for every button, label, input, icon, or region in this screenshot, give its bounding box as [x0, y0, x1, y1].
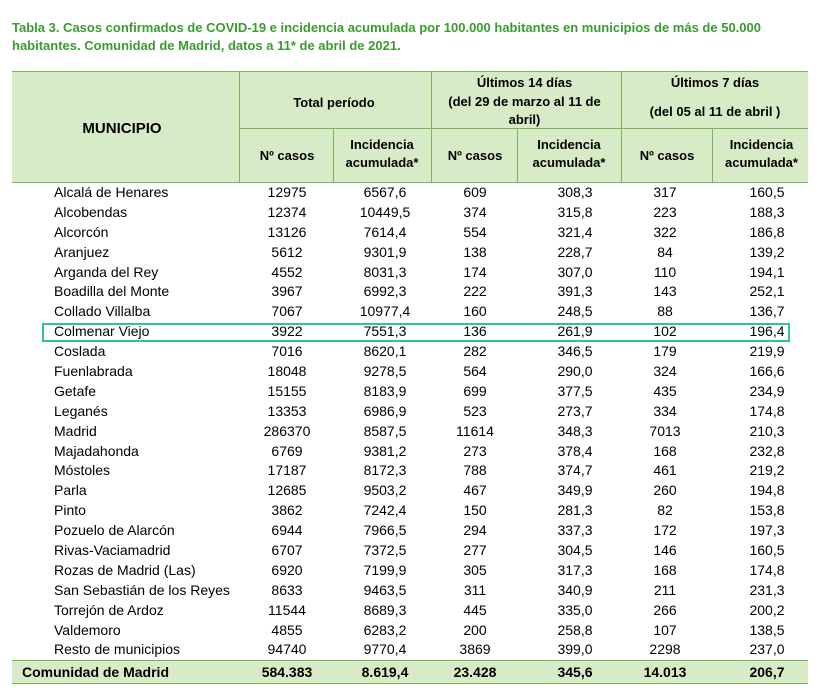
table-cell: 7966,5: [363, 522, 407, 539]
table-cell: 7199,9: [363, 561, 407, 578]
table-cell: 188,3: [749, 203, 785, 220]
table-cell: 88: [657, 303, 673, 320]
table-cell: 84: [657, 243, 673, 260]
table-cell: 304,5: [557, 542, 593, 559]
table-cell: 321,4: [557, 223, 593, 240]
table-row: [12, 621, 808, 641]
table-cell: 7551,3: [363, 323, 407, 340]
municipio-name: Coslada: [54, 343, 106, 360]
table-cell: 138,5: [749, 621, 785, 638]
table-cell: 219,2: [749, 462, 785, 479]
table-cell: 315,8: [557, 203, 593, 220]
header-ultimos7-sub: (del 05 al 11 de abril ): [649, 104, 781, 119]
table-cell: 194,1: [749, 263, 785, 280]
table-cell: 12374: [267, 203, 307, 220]
table-cell: 6944: [271, 522, 303, 539]
table-cell: 273: [463, 442, 487, 459]
header-incidencia-total: Incidencia acumulada*: [345, 137, 419, 170]
table-row: [12, 282, 808, 302]
total-cell: 345,6: [557, 664, 593, 681]
municipio-name: Pinto: [54, 502, 86, 519]
table-cell: 172: [653, 522, 677, 539]
table-cell: 138: [463, 243, 487, 260]
table-cell: 286370: [263, 422, 311, 439]
table-cell: 788: [463, 462, 487, 479]
table-cell: 196,4: [749, 323, 785, 340]
table-cell: 94740: [267, 641, 307, 658]
table-cell: 110: [653, 263, 677, 280]
table-cell: 6707: [271, 542, 303, 559]
total-label: Comunidad de Madrid: [22, 664, 169, 681]
table-cell: 10449,5: [359, 203, 411, 220]
table-cell: 160: [463, 303, 487, 320]
table-cell: 222: [463, 283, 487, 300]
total-cell: 23.428: [453, 664, 497, 681]
table-cell: 324: [653, 363, 677, 380]
table-cell: 6567,6: [363, 184, 407, 200]
table-cell: 294: [463, 522, 487, 539]
table-cell: 168: [653, 561, 677, 578]
table-row: [12, 263, 808, 283]
table-cell: 248,5: [557, 303, 593, 320]
municipio-name: Madrid: [54, 422, 97, 439]
table-cell: 136: [463, 323, 487, 340]
table-cell: 399,0: [557, 641, 593, 658]
table-cell: 461: [653, 462, 677, 479]
municipio-name: Aranjuez: [54, 243, 110, 260]
table-cell: 7067: [271, 303, 303, 320]
table-cell: 8689,3: [363, 601, 407, 618]
table-cell: 3869: [459, 641, 491, 658]
table-row: [12, 581, 808, 601]
table-cell: 186,8: [749, 223, 785, 240]
table-row: [12, 561, 808, 581]
total-cell: 584.383: [261, 664, 313, 681]
table-cell: 435: [653, 382, 677, 399]
table-cell: 523: [463, 402, 487, 419]
table-cell: 7016: [271, 343, 303, 360]
table-row: [12, 342, 808, 362]
table-row: [12, 601, 808, 621]
table-row: [12, 302, 808, 322]
table-row: [12, 203, 808, 223]
municipio-name: Alcorcón: [54, 223, 109, 240]
table-cell: 322: [653, 223, 677, 240]
table-cell: 8031,3: [363, 263, 407, 280]
table-cell: 11614: [456, 422, 494, 439]
municipio-name: Arganda del Rey: [54, 263, 159, 280]
table-cell: 219,9: [749, 343, 785, 360]
table-cell: 232,8: [749, 442, 785, 459]
table-cell: 564: [463, 363, 487, 380]
table-cell: 150: [463, 502, 487, 519]
table-cell: 3922: [271, 323, 303, 340]
municipio-name: Valdemoro: [54, 621, 121, 638]
table-cell: 13353: [267, 402, 307, 419]
table-cell: 266: [653, 601, 677, 618]
table-cell: 8633: [271, 581, 303, 598]
municipio-name: Majadahonda: [54, 442, 139, 459]
table-cell: 305: [463, 561, 487, 578]
table-cell: 9301,9: [363, 243, 407, 260]
table-header: [12, 71, 808, 183]
table-cell: 231,3: [749, 581, 785, 598]
table-cell: 252,1: [749, 283, 785, 300]
table-cell: 194,8: [749, 482, 785, 499]
header-total-periodo: Total período: [293, 95, 375, 110]
header-municipio: MUNICIPIO: [82, 120, 162, 137]
table-cell: 334: [653, 402, 677, 419]
table-cell: 317,3: [557, 561, 593, 578]
table-cell: 9770,4: [363, 641, 407, 658]
table-cell: 8620,1: [363, 343, 407, 360]
table-cell: 261,9: [557, 323, 593, 340]
header-ncasos-14: Nº casos: [447, 148, 503, 163]
table-row: [12, 183, 808, 203]
table-cell: 139,2: [749, 243, 785, 260]
header-incidencia-14: Incidencia acumulada*: [532, 137, 606, 170]
table-cell: 160,5: [749, 542, 785, 559]
table-cell: 554: [463, 223, 487, 240]
table-cell: 179: [653, 343, 677, 360]
header-ultimos14: Últimos 14 días: [476, 75, 573, 90]
table-cell: 467: [463, 482, 487, 499]
table-cell: 9278,5: [363, 363, 407, 380]
table-cell: 277: [463, 542, 487, 559]
col-divider: [333, 128, 334, 182]
table-cell: 166,6: [749, 363, 785, 380]
table-cell: 7614,4: [363, 223, 407, 240]
table-cell: 146: [653, 542, 677, 559]
table-row: [12, 541, 808, 561]
table-cell: 143: [653, 283, 677, 300]
table-cell: 281,3: [557, 502, 593, 519]
table-cell: 17187: [267, 462, 307, 479]
covid-table: [12, 71, 808, 684]
table-cell: 10977,4: [359, 303, 411, 320]
table-body: [12, 183, 808, 660]
table-cell: 168: [653, 442, 677, 459]
table-row: [12, 501, 808, 521]
table-row: [12, 402, 808, 422]
table-cell: 6920: [271, 561, 303, 578]
municipio-name: Getafe: [54, 382, 97, 399]
table-cell: 174: [463, 263, 487, 280]
table-cell: 107: [653, 621, 677, 638]
table-cell: 211: [653, 581, 677, 598]
table-cell: 6992,3: [363, 283, 407, 300]
table-cell: 273,7: [557, 402, 593, 419]
table-cell: 378,4: [557, 442, 593, 459]
header-ncasos-7: Nº casos: [639, 148, 695, 163]
table-cell: 348,3: [557, 422, 593, 439]
table-cell: 307,0: [557, 263, 593, 280]
table-cell: 9463,5: [363, 581, 407, 598]
table-cell: 12975: [267, 184, 307, 200]
table-cell: 6986,9: [363, 402, 407, 419]
table-cell: 377,5: [557, 382, 593, 399]
table-cell: 7242,4: [363, 502, 407, 519]
table-cell: 197,3: [749, 522, 785, 539]
header-ultimos14-sub: (del 29 de marzo al 11 de abril): [448, 94, 601, 127]
col-divider: [239, 72, 240, 182]
table-row: [12, 481, 808, 501]
table-cell: 335,0: [557, 601, 593, 618]
municipio-name: Móstoles: [54, 462, 111, 479]
table-cell: 18048: [267, 363, 307, 380]
table-cell: 13126: [267, 223, 307, 240]
table-cell: 200,2: [749, 601, 785, 618]
table-cell: 258,8: [557, 621, 593, 638]
table-row: [12, 422, 808, 442]
table-cell: 337,3: [557, 522, 593, 539]
table-cell: 317: [653, 184, 677, 200]
municipio-name: Fuenlabrada: [54, 363, 133, 380]
table-cell: 391,3: [557, 283, 593, 300]
municipio-name: Collado Villalba: [54, 303, 151, 320]
table-cell: 282: [463, 343, 487, 360]
table-row: [12, 442, 808, 462]
table-cell: 8587,5: [363, 422, 407, 439]
table-row: [12, 223, 808, 243]
table-cell: 8172,3: [363, 462, 407, 479]
table-cell: 12685: [267, 482, 307, 499]
table-cell: 340,9: [557, 581, 593, 598]
table-cell: 15155: [267, 382, 307, 399]
municipio-name: Leganés: [54, 402, 108, 419]
table-cell: 174,8: [749, 402, 785, 419]
municipio-name: Colmenar Viejo: [54, 323, 150, 340]
table-caption: Tabla 3. Casos confirmados de COVID-19 e incidencia acumulada por 100.000 habitantes en municipios de más de 50.000 habitantes. Comunidad de Madrid, datos a 11* de abril de 2021.: [12, 20, 761, 53]
total-cell: 8.619,4: [361, 664, 409, 681]
table-cell: 374: [463, 203, 487, 220]
municipio-name: Torrejón de Ardoz: [54, 601, 164, 618]
table-cell: 349,9: [557, 482, 593, 499]
col-divider: [431, 72, 432, 182]
table-cell: 609: [463, 184, 487, 200]
table-cell: 6769: [271, 442, 303, 459]
table-cell: 210,3: [749, 422, 785, 439]
table-cell: 290,0: [557, 363, 593, 380]
header-ultimos7: Últimos 7 días: [670, 75, 760, 90]
table-cell: 228,7: [557, 243, 593, 260]
table-cell: 7013: [649, 422, 681, 439]
table-cell: 7372,5: [363, 542, 407, 559]
total-cell: 14.013: [643, 664, 687, 681]
municipio-name: San Sebastián de los Reyes: [54, 581, 230, 598]
col-divider: [517, 128, 518, 182]
table-cell: 9503,2: [363, 482, 407, 499]
table-cell: 234,9: [749, 382, 785, 399]
table-row: [12, 461, 808, 481]
table-cell: 223: [653, 203, 677, 220]
table-row: [12, 243, 808, 263]
table-row: [12, 640, 808, 660]
table-cell: 136,7: [749, 303, 785, 320]
table-cell: 9381,2: [363, 442, 407, 459]
table-cell: 260: [653, 482, 677, 499]
municipio-name: Alcobendas: [54, 203, 128, 220]
table-row: [12, 521, 808, 541]
table-cell: 445: [463, 601, 487, 618]
municipio-name: Alcalá de Henares: [54, 184, 169, 200]
table-cell: 5612: [271, 243, 303, 260]
table-row: [12, 382, 808, 402]
table-cell: 308,3: [557, 184, 593, 200]
table-cell: 174,8: [749, 561, 785, 578]
municipio-name: Rozas de Madrid (Las): [54, 561, 196, 578]
header-ncasos-total: Nº casos: [259, 148, 315, 163]
table-cell: 346,5: [557, 343, 593, 360]
municipio-name: Parla: [54, 482, 87, 499]
table-cell: 82: [657, 502, 673, 519]
table-cell: 374,7: [557, 462, 593, 479]
table-cell: 237,0: [749, 641, 785, 658]
table-cell: 4552: [271, 263, 303, 280]
table-cell: 102: [653, 323, 677, 340]
table-row: [12, 362, 808, 382]
municipio-name: Boadilla del Monte: [54, 283, 170, 300]
table-cell: 2298: [649, 641, 681, 658]
total-cell: 206,7: [749, 664, 785, 681]
header-incidencia-7: Incidencia acumulada*: [725, 137, 798, 170]
table-cell: 699: [463, 382, 487, 399]
col-divider: [712, 128, 713, 182]
col-divider: [621, 72, 622, 182]
table-cell: 153,8: [749, 502, 785, 519]
highlight-box: [42, 323, 790, 342]
table-cell: 4855: [271, 621, 303, 638]
table-cell: 3862: [271, 502, 303, 519]
table-cell: 6283,2: [363, 621, 407, 638]
table-cell: 200: [463, 621, 487, 638]
total-row: [12, 660, 808, 684]
table-cell: 311: [463, 581, 487, 598]
table-cell: 3967: [271, 283, 303, 300]
municipio-name: Pozuelo de Alarcón: [54, 522, 175, 539]
municipio-name: Rivas-Vaciamadrid: [54, 542, 171, 559]
header-divider: [239, 128, 808, 129]
table-cell: 11544: [268, 601, 306, 618]
table-cell: 8183,9: [363, 382, 407, 399]
municipio-name: Resto de municipios: [54, 641, 181, 658]
table-cell: 160,5: [749, 184, 785, 200]
